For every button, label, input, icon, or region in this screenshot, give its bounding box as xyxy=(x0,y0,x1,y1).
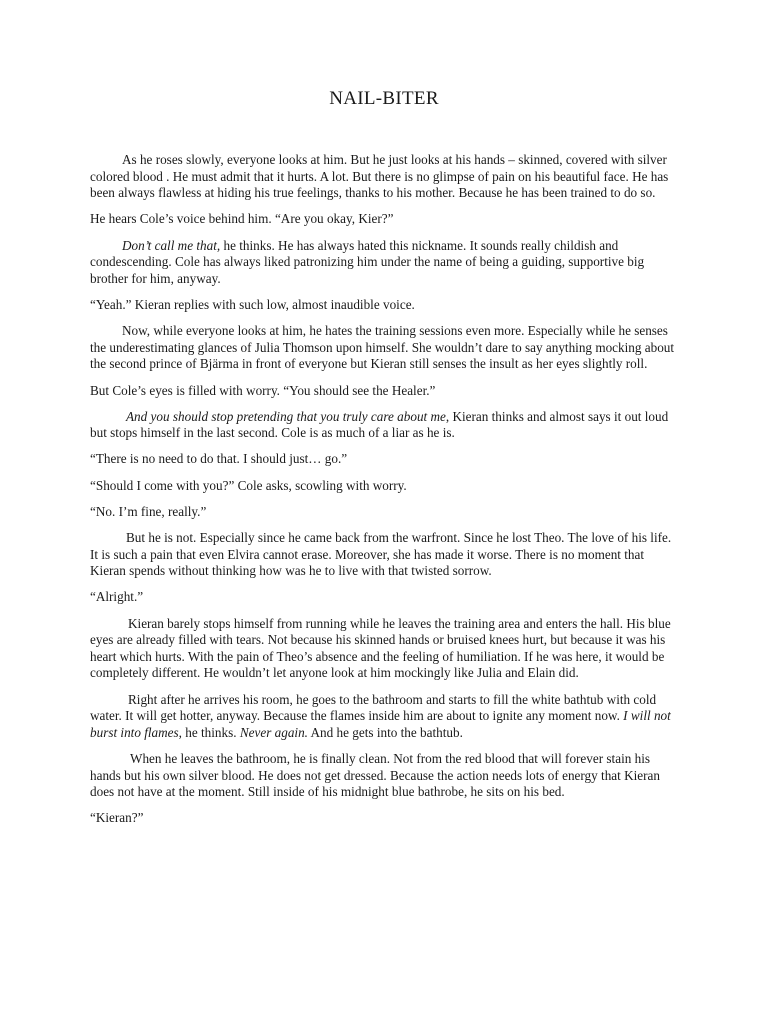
paragraph-text: “Kieran?” xyxy=(90,810,144,826)
paragraph xyxy=(90,478,682,495)
paragraph-text: “Yeah.” Kieran replies with such low, almost inaudible voice. xyxy=(90,296,415,312)
paragraph-text: Now, while everyone looks at him, he hates the training sessions even more. Especially while he senses the underestimating glances of Julia Thomson upon himself. She wouldn’t dare to say anything mocking about the second prince of Bjärma in front of everyone but Kieran still senses the insult as her eyes slightly roll. xyxy=(90,323,675,372)
document-title: NAIL-BITER xyxy=(329,88,439,109)
paragraph-text: He hears Cole’s voice behind him. “Are you okay, Kier?” xyxy=(90,211,394,227)
italic-text: Never again. xyxy=(239,724,308,740)
paragraph-text: “Alright.” xyxy=(90,589,144,605)
paragraph xyxy=(90,810,682,827)
paragraph xyxy=(90,238,682,288)
paragraph xyxy=(90,323,682,373)
paragraph xyxy=(90,589,682,606)
paragraph-text: When he leaves the bathroom, he is finally clean. Not from the red blood that will forever stain his hands but his own silver blood. He does not get dressed. Because the action needs lots of energy that Kieran does not have at the moment. Still inside of his midnight blue bathrobe, he sits on his bed. xyxy=(90,750,660,800)
paragraph xyxy=(90,504,682,521)
paragraph xyxy=(90,383,682,400)
italic-text: And you should stop pretending that you truly care about me xyxy=(126,408,446,424)
paragraph-text: But he is not. Especially since he came back from the warfront. Since he lost Theo. The love of his life. It is such a pain that even Elvira cannot erase. Moreover, she has made it worse. There is no moment that Kieran spends without thinking how was he to live with that twisted sorrow. xyxy=(90,530,672,579)
paragraph xyxy=(90,751,682,801)
paragraph-text: Kieran barely stops himself from running while he leaves the training area and enters the hall. His blue eyes are already filled with tears. Not because his skinned hands or bruised knees hurt, but because it was his heart which hurts. With the pain of Theo’s absence and the feeling of humiliation. If he was here, it would be completely different. He wouldn’t let anyone look at him mockingly like Julia and Elain did. xyxy=(90,615,671,681)
paragraph xyxy=(90,530,682,580)
paragraph-text: As he roses slowly, everyone looks at him. But he just looks at his hands – skinned, covered with silver colored blood . He must admit that it hurts. A lot. But there is no glimpse of pain on his beautiful face. He has been always flawless at hiding his true feelings, thanks to his mother. Because he has been trained to do so. xyxy=(90,152,669,201)
paragraph xyxy=(90,211,682,228)
paragraph xyxy=(90,692,682,742)
paragraph-text: “Should I come with you?” Cole asks, scowling with worry. xyxy=(90,477,407,493)
paragraph-text: , Kieran thinks and almost says it out loud but stops himself in the last second. Cole is as much of a liar as he is. xyxy=(90,408,669,441)
paragraph-text: “There is no need to do that. I should just… go.” xyxy=(90,451,348,467)
paragraph-text: But Cole’s eyes is filled with worry. “You should see the Healer.” xyxy=(90,382,436,398)
paragraph xyxy=(90,297,682,314)
paragraph-text: Right after he arrives his room, he goes to the bathroom and starts to fill the white bathtub with cold water. It will get hotter, anyway. Because the flames inside him are about to ignite any moment now. xyxy=(90,691,657,724)
italic-text: Don’t call me that, xyxy=(122,237,221,253)
paragraph xyxy=(90,152,682,202)
paragraph xyxy=(90,616,682,682)
italic-text: I will not burst into flames xyxy=(90,708,671,740)
paragraph xyxy=(90,451,682,468)
paragraph-text: And he gets into the bathtub. xyxy=(307,724,463,740)
paragraph-text: “No. I’m fine, really.” xyxy=(90,503,207,519)
paragraph-text: he thinks. He has always hated this nickname. It sounds really childish and condescending. Cole has always liked patronizing him under the name of being a guiding, supportive big brother for him, anyway. xyxy=(90,237,645,286)
paragraph xyxy=(90,409,682,442)
paragraph-text: , he thinks. xyxy=(178,724,240,740)
document-body xyxy=(90,152,682,837)
